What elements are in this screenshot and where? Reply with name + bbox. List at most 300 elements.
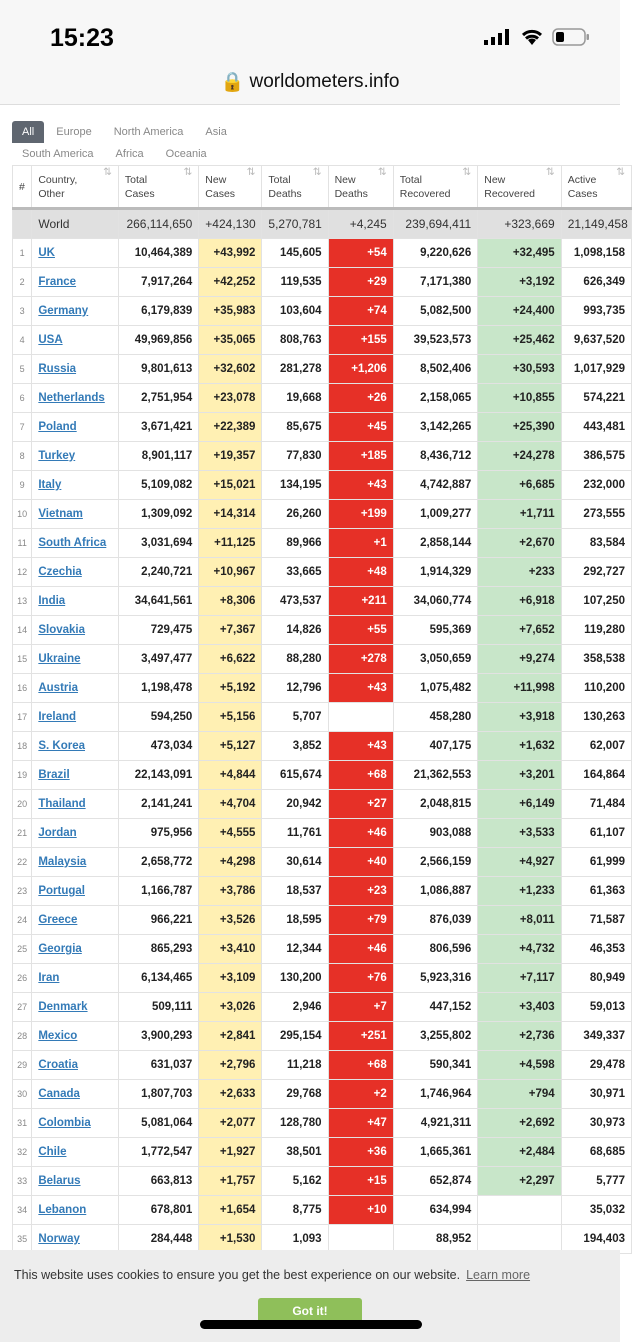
total-deaths-cell: 29,768 <box>262 1080 328 1109</box>
total-cases-cell: 1,772,547 <box>118 1138 198 1167</box>
new-recovered-cell: +2,736 <box>478 1022 561 1051</box>
new-deaths-cell: +43 <box>328 471 393 500</box>
total-recovered-cell: 447,152 <box>393 993 478 1022</box>
total-deaths-cell: 12,796 <box>262 674 328 703</box>
rank-cell: 28 <box>13 1022 32 1051</box>
total-recovered-cell: 34,060,774 <box>393 587 478 616</box>
total-cases-cell: 594,250 <box>118 703 198 732</box>
new-recovered-cell: +32,495 <box>478 239 561 268</box>
rank-cell: 2 <box>13 268 32 297</box>
table-row <box>13 384 632 413</box>
total-recovered-cell: 4,742,887 <box>393 471 478 500</box>
wifi-icon <box>520 28 544 46</box>
new-cases-cell: +5,156 <box>199 703 262 732</box>
new-recovered-cell: +1,711 <box>478 500 561 529</box>
new-cases-cell: +1,927 <box>199 1138 262 1167</box>
active-cases-cell: 29,478 <box>561 1051 631 1080</box>
active-cases-cell: 194,403 <box>561 1225 631 1254</box>
new-recovered-cell <box>478 1196 561 1225</box>
tab-africa[interactable]: Africa <box>115 148 144 160</box>
table-row <box>13 529 632 558</box>
total-deaths-cell: 281,278 <box>262 355 328 384</box>
country-link[interactable]: Croatia <box>38 1059 78 1071</box>
new-recovered-cell: +233 <box>478 558 561 587</box>
new-recovered-cell: +24,278 <box>478 442 561 471</box>
active-cases-cell: 61,107 <box>561 819 631 848</box>
new-recovered-cell: +10,855 <box>478 384 561 413</box>
new-deaths-cell: +211 <box>328 587 393 616</box>
new-deaths-cell: +43 <box>328 674 393 703</box>
world-row <box>13 209 632 239</box>
column-header[interactable] <box>32 166 119 209</box>
total-cases-cell: 34,641,561 <box>118 587 198 616</box>
active-cases-cell: 30,973 <box>561 1109 631 1138</box>
rank-cell: 8 <box>13 442 32 471</box>
country-cell <box>32 471 119 500</box>
total-cases-cell: 729,475 <box>118 616 198 645</box>
column-header-label: Country, Other <box>38 173 78 200</box>
country-link[interactable]: Malaysia <box>38 856 87 868</box>
country-cell <box>32 558 119 587</box>
country-link[interactable]: Poland <box>38 421 77 433</box>
total-deaths-cell: 20,942 <box>262 790 328 819</box>
sort-icon: ⇅ <box>103 165 112 178</box>
table-row <box>13 819 632 848</box>
country-cell <box>32 645 119 674</box>
country-cell <box>32 587 119 616</box>
column-header[interactable] <box>561 166 631 209</box>
country-link[interactable]: Lebanon <box>38 1204 87 1216</box>
total-recovered-cell: 1,009,277 <box>393 500 478 529</box>
active-cases-cell: 21,149,458 <box>561 209 631 239</box>
rank-cell: 6 <box>13 384 32 413</box>
new-recovered-cell: +1,632 <box>478 732 561 761</box>
learn-more-link[interactable]: Learn more <box>466 1268 531 1282</box>
total-recovered-cell: 88,952 <box>393 1225 478 1254</box>
total-recovered-cell: 634,994 <box>393 1196 478 1225</box>
new-cases-cell: +6,622 <box>199 645 262 674</box>
table-row <box>13 993 632 1022</box>
column-header[interactable] <box>199 166 262 209</box>
active-cases-cell: 62,007 <box>561 732 631 761</box>
country-link[interactable]: Ireland <box>38 711 77 723</box>
table-row <box>13 297 632 326</box>
new-cases-cell: +35,065 <box>199 326 262 355</box>
total-recovered-cell: 39,523,573 <box>393 326 478 355</box>
column-header-label: Total Cases <box>124 173 155 200</box>
home-indicator <box>200 1320 422 1329</box>
country-cell <box>32 877 119 906</box>
country-cell <box>32 239 119 268</box>
new-recovered-cell: +11,998 <box>478 674 561 703</box>
new-cases-cell: +10,967 <box>199 558 262 587</box>
new-cases-cell: +424,130 <box>199 209 262 239</box>
country-link[interactable]: Canada <box>38 1088 80 1100</box>
new-deaths-cell: +15 <box>328 1167 393 1196</box>
rank-cell: 22 <box>13 848 32 877</box>
active-cases-cell: 68,685 <box>561 1138 631 1167</box>
new-recovered-cell: +8,011 <box>478 906 561 935</box>
table-row <box>13 935 632 964</box>
country-link[interactable]: Turkey <box>38 450 76 462</box>
total-cases-cell: 266,114,650 <box>118 209 198 239</box>
new-deaths-cell: +155 <box>328 326 393 355</box>
total-cases-cell: 1,198,478 <box>118 674 198 703</box>
country-cell <box>32 442 119 471</box>
total-cases-cell: 509,111 <box>118 993 198 1022</box>
new-deaths-cell: +199 <box>328 500 393 529</box>
total-recovered-cell: 7,171,380 <box>393 268 478 297</box>
country-link[interactable]: Denmark <box>38 1001 88 1013</box>
country-link[interactable]: India <box>38 595 66 607</box>
new-deaths-cell: +278 <box>328 645 393 674</box>
total-cases-cell: 9,801,613 <box>118 355 198 384</box>
total-deaths-cell: 615,674 <box>262 761 328 790</box>
new-deaths-cell: +251 <box>328 1022 393 1051</box>
new-deaths-cell: +10 <box>328 1196 393 1225</box>
new-cases-cell: +4,298 <box>199 848 262 877</box>
new-cases-cell: +3,109 <box>199 964 262 993</box>
total-deaths-cell: 19,668 <box>262 384 328 413</box>
total-cases-cell: 5,109,082 <box>118 471 198 500</box>
table-row <box>13 239 632 268</box>
active-cases-cell: 130,263 <box>561 703 631 732</box>
new-recovered-cell: +3,192 <box>478 268 561 297</box>
country-cell <box>32 1138 119 1167</box>
total-cases-cell: 5,081,064 <box>118 1109 198 1138</box>
total-recovered-cell: 458,280 <box>393 703 478 732</box>
country-link[interactable]: France <box>38 276 77 288</box>
column-header[interactable] <box>118 166 198 209</box>
total-recovered-cell: 876,039 <box>393 906 478 935</box>
new-cases-cell: +4,844 <box>199 761 262 790</box>
new-deaths-cell: +40 <box>328 848 393 877</box>
country-link[interactable]: Thailand <box>38 798 86 810</box>
column-header[interactable] <box>13 166 32 209</box>
total-cases-cell: 284,448 <box>118 1225 198 1254</box>
total-cases-cell: 2,141,241 <box>118 790 198 819</box>
rank-cell: 29 <box>13 1051 32 1080</box>
country-cell <box>32 297 119 326</box>
total-recovered-cell: 806,596 <box>393 935 478 964</box>
total-cases-cell: 473,034 <box>118 732 198 761</box>
country-link[interactable]: USA <box>38 334 63 346</box>
new-cases-cell: +3,026 <box>199 993 262 1022</box>
table-row <box>13 1109 632 1138</box>
active-cases-cell: 71,484 <box>561 790 631 819</box>
total-recovered-cell: 590,341 <box>393 1051 478 1080</box>
status-bar <box>0 0 620 70</box>
got-it-button[interactable]: Got it! <box>258 1298 362 1328</box>
new-recovered-cell: +4,598 <box>478 1051 561 1080</box>
signal-icon <box>484 29 512 45</box>
active-cases-cell: 61,363 <box>561 877 631 906</box>
total-deaths-cell: 3,852 <box>262 732 328 761</box>
table-row <box>13 1196 632 1225</box>
new-cases-cell: +19,357 <box>199 442 262 471</box>
total-cases-cell: 7,917,264 <box>118 268 198 297</box>
country-link[interactable]: Portugal <box>38 885 85 897</box>
total-deaths-cell: 128,780 <box>262 1109 328 1138</box>
active-cases-cell: 61,999 <box>561 848 631 877</box>
country-cell <box>32 674 119 703</box>
rank-cell: 13 <box>13 587 32 616</box>
total-deaths-cell: 103,604 <box>262 297 328 326</box>
total-deaths-cell: 38,501 <box>262 1138 328 1167</box>
country-cell <box>32 1051 119 1080</box>
total-recovered-cell: 2,566,159 <box>393 848 478 877</box>
tab-oceania[interactable]: Oceania <box>165 148 207 160</box>
new-recovered-cell: +3,201 <box>478 761 561 790</box>
new-recovered-cell: +3,918 <box>478 703 561 732</box>
new-recovered-cell: +1,233 <box>478 877 561 906</box>
total-recovered-cell: 1,075,482 <box>393 674 478 703</box>
rank-cell: 5 <box>13 355 32 384</box>
rank-cell: 35 <box>13 1225 32 1254</box>
new-cases-cell: +32,602 <box>199 355 262 384</box>
total-deaths-cell: 2,946 <box>262 993 328 1022</box>
table-row <box>13 761 632 790</box>
table-row <box>13 471 632 500</box>
total-deaths-cell: 808,763 <box>262 326 328 355</box>
column-header[interactable] <box>393 166 478 209</box>
tab-all[interactable]: All <box>12 121 44 143</box>
total-recovered-cell: 8,436,712 <box>393 442 478 471</box>
total-recovered-cell: 1,914,329 <box>393 558 478 587</box>
table-row <box>13 616 632 645</box>
new-cases-cell: +5,192 <box>199 674 262 703</box>
total-cases-cell: 966,221 <box>118 906 198 935</box>
rank-cell: 27 <box>13 993 32 1022</box>
country-cell <box>32 993 119 1022</box>
table-row <box>13 848 632 877</box>
country-cell <box>32 819 119 848</box>
new-cases-cell: +7,367 <box>199 616 262 645</box>
sort-icon: ⇅ <box>312 165 322 178</box>
country-cell <box>32 935 119 964</box>
new-cases-cell: +42,252 <box>199 268 262 297</box>
total-recovered-cell: 2,048,815 <box>393 790 478 819</box>
rank-cell: 30 <box>13 1080 32 1109</box>
country-cell <box>32 1167 119 1196</box>
continent-tabs <box>0 105 620 165</box>
table-row <box>13 964 632 993</box>
new-cases-cell: +3,410 <box>199 935 262 964</box>
tab-europe[interactable]: Europe <box>56 126 92 138</box>
new-deaths-cell: +26 <box>328 384 393 413</box>
new-deaths-cell: +23 <box>328 877 393 906</box>
country-link[interactable]: Czechia <box>38 566 82 578</box>
new-deaths-cell: +68 <box>328 1051 393 1080</box>
rank-cell: 33 <box>13 1167 32 1196</box>
rank-cell: 18 <box>13 732 32 761</box>
total-cases-cell: 1,309,092 <box>118 500 198 529</box>
new-recovered-cell: +2,670 <box>478 529 561 558</box>
country-link[interactable]: Jordan <box>38 827 77 839</box>
total-deaths-cell: 5,707 <box>262 703 328 732</box>
country-cell <box>32 500 119 529</box>
table-row <box>13 587 632 616</box>
country-link[interactable]: Germany <box>38 305 89 317</box>
total-recovered-cell: 1,746,964 <box>393 1080 478 1109</box>
new-deaths-cell: +48 <box>328 558 393 587</box>
total-cases-cell: 3,497,477 <box>118 645 198 674</box>
table-row <box>13 268 632 297</box>
total-recovered-cell: 1,665,361 <box>393 1138 478 1167</box>
tab-asia[interactable]: Asia <box>205 126 227 138</box>
country-cell <box>32 906 119 935</box>
total-cases-cell: 6,134,465 <box>118 964 198 993</box>
country-link[interactable]: Belarus <box>38 1175 81 1187</box>
total-cases-cell: 3,671,421 <box>118 413 198 442</box>
total-recovered-cell: 9,220,626 <box>393 239 478 268</box>
column-header-label: New Recovered <box>484 173 536 200</box>
active-cases-cell: 1,098,158 <box>561 239 631 268</box>
new-recovered-cell: +25,390 <box>478 413 561 442</box>
rank-cell: 1 <box>13 239 32 268</box>
total-deaths-cell: 77,830 <box>262 442 328 471</box>
active-cases-cell: 1,017,929 <box>561 355 631 384</box>
total-recovered-cell: 8,502,406 <box>393 355 478 384</box>
column-header[interactable] <box>262 166 328 209</box>
active-cases-cell: 35,032 <box>561 1196 631 1225</box>
table-row <box>13 703 632 732</box>
new-recovered-cell: +323,669 <box>478 209 561 239</box>
country-link[interactable]: Slovakia <box>38 624 86 636</box>
total-deaths-cell: 33,665 <box>262 558 328 587</box>
country-cell: World <box>32 209 119 239</box>
new-deaths-cell: +1 <box>328 529 393 558</box>
url-text: worldometers.info <box>249 71 400 92</box>
rank-cell <box>13 209 32 239</box>
active-cases-cell: 358,538 <box>561 645 631 674</box>
country-link[interactable]: Netherlands <box>38 392 105 404</box>
new-cases-cell: +1,530 <box>199 1225 262 1254</box>
rank-cell: 17 <box>13 703 32 732</box>
covid-table <box>12 165 632 1254</box>
total-deaths-cell: 295,154 <box>262 1022 328 1051</box>
new-deaths-cell: +79 <box>328 906 393 935</box>
country-link[interactable]: Chile <box>38 1146 67 1158</box>
total-deaths-cell: 1,093 <box>262 1225 328 1254</box>
rank-cell: 20 <box>13 790 32 819</box>
table-row <box>13 1138 632 1167</box>
country-link[interactable]: South Africa <box>38 537 107 549</box>
country-link[interactable]: Italy <box>38 479 62 491</box>
total-deaths-cell: 26,260 <box>262 500 328 529</box>
country-link[interactable]: Iran <box>38 972 60 984</box>
sort-icon: ⇅ <box>377 165 387 178</box>
active-cases-cell: 349,337 <box>561 1022 631 1051</box>
rank-cell: 16 <box>13 674 32 703</box>
active-cases-cell: 71,587 <box>561 906 631 935</box>
new-recovered-cell: +4,927 <box>478 848 561 877</box>
country-link[interactable]: UK <box>38 247 55 259</box>
address-bar[interactable] <box>0 70 620 105</box>
country-link[interactable]: Georgia <box>38 943 82 955</box>
new-cases-cell: +43,992 <box>199 239 262 268</box>
tab-north-america[interactable]: North America <box>113 126 184 138</box>
cookie-message: This website uses cookies to ensure you get the best experience on our website. <box>14 1268 461 1282</box>
new-deaths-cell: +46 <box>328 935 393 964</box>
country-link[interactable]: Colombia <box>38 1117 91 1129</box>
total-deaths-cell: 8,775 <box>262 1196 328 1225</box>
new-deaths-cell: +54 <box>328 239 393 268</box>
rank-cell: 19 <box>13 761 32 790</box>
country-link[interactable]: Norway <box>38 1233 80 1245</box>
new-deaths-cell <box>328 703 393 732</box>
total-deaths-cell: 14,826 <box>262 616 328 645</box>
total-recovered-cell: 407,175 <box>393 732 478 761</box>
country-cell <box>32 1109 119 1138</box>
country-link[interactable]: Austria <box>38 682 78 694</box>
total-deaths-cell: 5,162 <box>262 1167 328 1196</box>
active-cases-cell: 232,000 <box>561 471 631 500</box>
country-link[interactable]: Mexico <box>38 1030 78 1042</box>
new-recovered-cell: +7,652 <box>478 616 561 645</box>
column-header[interactable] <box>478 166 561 209</box>
rank-cell: 14 <box>13 616 32 645</box>
active-cases-cell: 164,864 <box>561 761 631 790</box>
new-deaths-cell: +7 <box>328 993 393 1022</box>
table-row <box>13 558 632 587</box>
new-cases-cell: +23,078 <box>199 384 262 413</box>
rank-cell: 25 <box>13 935 32 964</box>
new-cases-cell: +15,021 <box>199 471 262 500</box>
column-header[interactable] <box>328 166 393 209</box>
sort-icon: ⇅ <box>246 165 256 178</box>
new-cases-cell: +22,389 <box>199 413 262 442</box>
active-cases-cell: 292,727 <box>561 558 631 587</box>
total-recovered-cell: 595,369 <box>393 616 478 645</box>
total-cases-cell: 6,179,839 <box>118 297 198 326</box>
country-cell <box>32 1022 119 1051</box>
total-deaths-cell: 5,270,781 <box>262 209 328 239</box>
total-deaths-cell: 18,537 <box>262 877 328 906</box>
active-cases-cell: 574,221 <box>561 384 631 413</box>
country-link[interactable]: Ukraine <box>38 653 81 665</box>
country-link[interactable]: Brazil <box>38 769 70 781</box>
active-cases-cell: 30,971 <box>561 1080 631 1109</box>
total-deaths-cell: 85,675 <box>262 413 328 442</box>
new-recovered-cell: +6,685 <box>478 471 561 500</box>
total-recovered-cell: 3,142,265 <box>393 413 478 442</box>
new-cases-cell: +14,314 <box>199 500 262 529</box>
table-row <box>13 500 632 529</box>
column-header-label: Total Recovered <box>399 173 451 200</box>
new-recovered-cell: +9,274 <box>478 645 561 674</box>
country-cell <box>32 355 119 384</box>
rank-cell: 24 <box>13 906 32 935</box>
country-cell <box>32 529 119 558</box>
new-deaths-cell: +27 <box>328 790 393 819</box>
tab-south-america[interactable]: South America <box>22 148 94 160</box>
country-link[interactable]: Greece <box>38 914 78 926</box>
total-recovered-cell: 2,858,144 <box>393 529 478 558</box>
rank-cell: 23 <box>13 877 32 906</box>
total-recovered-cell: 3,255,802 <box>393 1022 478 1051</box>
total-deaths-cell: 11,218 <box>262 1051 328 1080</box>
total-deaths-cell: 473,537 <box>262 587 328 616</box>
new-recovered-cell: +4,732 <box>478 935 561 964</box>
new-deaths-cell: +185 <box>328 442 393 471</box>
total-cases-cell: 22,143,091 <box>118 761 198 790</box>
country-link[interactable]: Vietnam <box>38 508 83 520</box>
country-link[interactable]: S. Korea <box>38 740 86 752</box>
country-link[interactable]: Russia <box>38 363 77 375</box>
total-cases-cell: 1,807,703 <box>118 1080 198 1109</box>
new-cases-cell: +1,757 <box>199 1167 262 1196</box>
